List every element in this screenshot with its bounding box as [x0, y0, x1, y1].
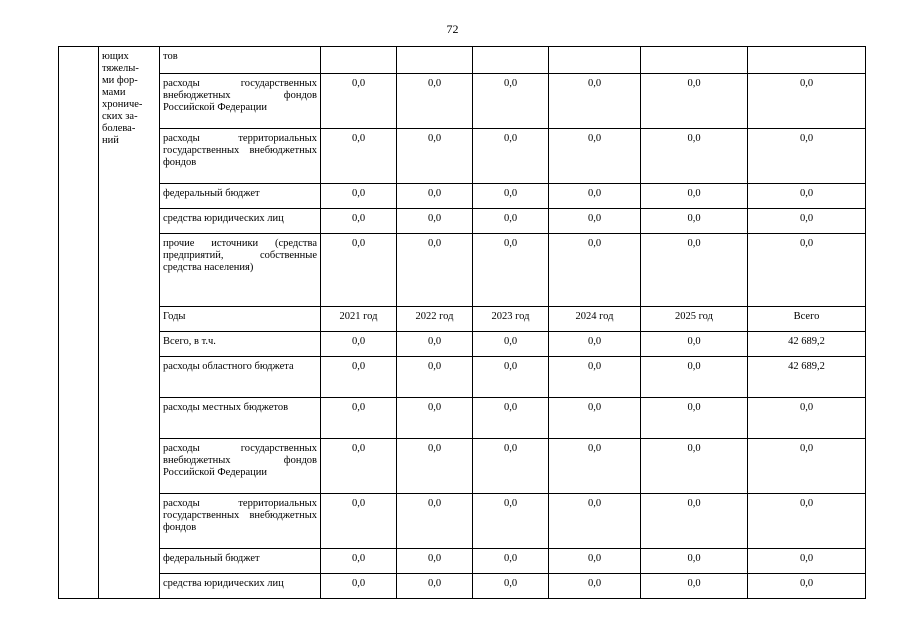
value-cell: 0,0	[748, 439, 866, 494]
value-cell: 2024 год	[549, 307, 641, 332]
value-cell: 0,0	[549, 549, 641, 574]
measure-name-line: тяжелы-	[102, 63, 139, 74]
measure-name-line: ских за-	[102, 111, 138, 122]
value-cell	[321, 47, 397, 74]
page-number: 72	[446, 22, 459, 36]
value-cell: 0,0	[321, 332, 397, 357]
value-cell: 0,0	[473, 234, 549, 307]
value-cell: 2022 год	[397, 307, 473, 332]
value-cell: 0,0	[397, 357, 473, 398]
value-cell	[473, 47, 549, 74]
table-row	[59, 74, 866, 129]
funding-table	[58, 46, 866, 599]
value-cell: 2023 год	[473, 307, 549, 332]
value-cell: 0,0	[748, 184, 866, 209]
measure-name-cell	[99, 47, 160, 599]
row-label: расходы местных бюджетов	[160, 398, 321, 439]
table-row	[59, 47, 866, 74]
value-cell: Всего	[748, 307, 866, 332]
value-cell: 0,0	[321, 398, 397, 439]
table-row	[59, 439, 866, 494]
table-row	[59, 209, 866, 234]
value-cell: 0,0	[321, 234, 397, 307]
value-cell: 0,0	[321, 357, 397, 398]
value-cell: 0,0	[549, 74, 641, 129]
table-row	[59, 398, 866, 439]
value-cell: 0,0	[321, 574, 397, 599]
row-label: средства юридических лиц	[160, 574, 321, 599]
value-cell: 0,0	[549, 209, 641, 234]
value-cell: 0,0	[473, 549, 549, 574]
row-label: расходы государственных внебюджетных фондов Российской Федерации	[160, 439, 321, 494]
value-cell: 0,0	[748, 234, 866, 307]
row-label: тов	[160, 47, 321, 74]
table-body	[59, 47, 866, 599]
blank-index-cell	[59, 47, 99, 599]
value-cell: 0,0	[397, 439, 473, 494]
row-label: Всего, в т.ч.	[160, 332, 321, 357]
measure-name-line: ний	[102, 135, 119, 146]
value-cell: 0,0	[641, 549, 748, 574]
measure-name-line: мами	[102, 87, 126, 98]
value-cell: 0,0	[397, 332, 473, 357]
value-cell: 0,0	[473, 129, 549, 184]
measure-name-line: хрониче-	[102, 99, 143, 110]
value-cell: 0,0	[641, 209, 748, 234]
value-cell: 0,0	[641, 234, 748, 307]
value-cell: 0,0	[641, 398, 748, 439]
value-cell	[549, 47, 641, 74]
value-cell: 0,0	[473, 184, 549, 209]
value-cell: 0,0	[397, 574, 473, 599]
value-cell: 0,0	[321, 74, 397, 129]
row-label: расходы государственных внебюджетных фондов Российской Федерации	[160, 74, 321, 129]
value-cell: 0,0	[321, 549, 397, 574]
table-row	[59, 129, 866, 184]
table-row	[59, 332, 866, 357]
measure-name-line: болева-	[102, 123, 136, 134]
value-cell	[641, 47, 748, 74]
value-cell: 0,0	[748, 549, 866, 574]
value-cell: 0,0	[397, 129, 473, 184]
value-cell: 0,0	[397, 74, 473, 129]
table-row	[59, 357, 866, 398]
value-cell: 0,0	[549, 332, 641, 357]
value-cell: 0,0	[641, 357, 748, 398]
value-cell: 0,0	[397, 494, 473, 549]
value-cell	[748, 47, 866, 74]
row-label: расходы территориальных государственных внебюджетных фондов	[160, 129, 321, 184]
value-cell: 0,0	[549, 574, 641, 599]
row-label: Годы	[160, 307, 321, 332]
value-cell: 0,0	[641, 439, 748, 494]
value-cell: 0,0	[549, 357, 641, 398]
row-label: федеральный бюджет	[160, 549, 321, 574]
value-cell: 0,0	[473, 439, 549, 494]
value-cell: 0,0	[397, 234, 473, 307]
value-cell: 0,0	[397, 184, 473, 209]
table-row	[59, 574, 866, 599]
table-row	[59, 234, 866, 307]
value-cell	[397, 47, 473, 74]
value-cell: 0,0	[473, 357, 549, 398]
measure-name-line: ющих	[102, 51, 129, 62]
value-cell: 0,0	[549, 184, 641, 209]
measure-name-line: ми фор-	[102, 75, 138, 86]
value-cell: 0,0	[549, 234, 641, 307]
value-cell: 0,0	[641, 184, 748, 209]
value-cell: 0,0	[748, 129, 866, 184]
value-cell: 0,0	[641, 332, 748, 357]
value-cell: 0,0	[748, 494, 866, 549]
row-label: расходы областного бюджета	[160, 357, 321, 398]
value-cell: 0,0	[748, 209, 866, 234]
value-cell: 0,0	[641, 574, 748, 599]
value-cell: 0,0	[641, 74, 748, 129]
value-cell: 0,0	[641, 494, 748, 549]
value-cell: 0,0	[321, 184, 397, 209]
value-cell: 0,0	[473, 209, 549, 234]
value-cell: 42 689,2	[748, 332, 866, 357]
value-cell: 0,0	[748, 574, 866, 599]
row-label: федеральный бюджет	[160, 184, 321, 209]
value-cell: 0,0	[549, 398, 641, 439]
value-cell: 0,0	[321, 494, 397, 549]
table-row	[59, 307, 866, 332]
value-cell: 0,0	[321, 439, 397, 494]
value-cell: 0,0	[397, 549, 473, 574]
value-cell: 0,0	[473, 332, 549, 357]
value-cell: 0,0	[748, 74, 866, 129]
value-cell: 0,0	[473, 574, 549, 599]
value-cell: 0,0	[473, 398, 549, 439]
value-cell: 2025 год	[641, 307, 748, 332]
value-cell: 0,0	[473, 494, 549, 549]
table-row	[59, 184, 866, 209]
value-cell: 0,0	[473, 74, 549, 129]
value-cell: 0,0	[641, 129, 748, 184]
value-cell: 0,0	[549, 129, 641, 184]
value-cell: 42 689,2	[748, 357, 866, 398]
value-cell: 0,0	[549, 439, 641, 494]
value-cell: 0,0	[748, 398, 866, 439]
value-cell: 0,0	[397, 209, 473, 234]
value-cell: 0,0	[321, 209, 397, 234]
row-label: расходы территориальных государственных внебюджетных фондов	[160, 494, 321, 549]
value-cell: 0,0	[549, 494, 641, 549]
row-label: прочие источники (средства предприятий, собственные средства населения)	[160, 234, 321, 307]
table-row	[59, 494, 866, 549]
value-cell: 2021 год	[321, 307, 397, 332]
table-row	[59, 549, 866, 574]
value-cell: 0,0	[397, 398, 473, 439]
value-cell: 0,0	[321, 129, 397, 184]
row-label: средства юридических лиц	[160, 209, 321, 234]
